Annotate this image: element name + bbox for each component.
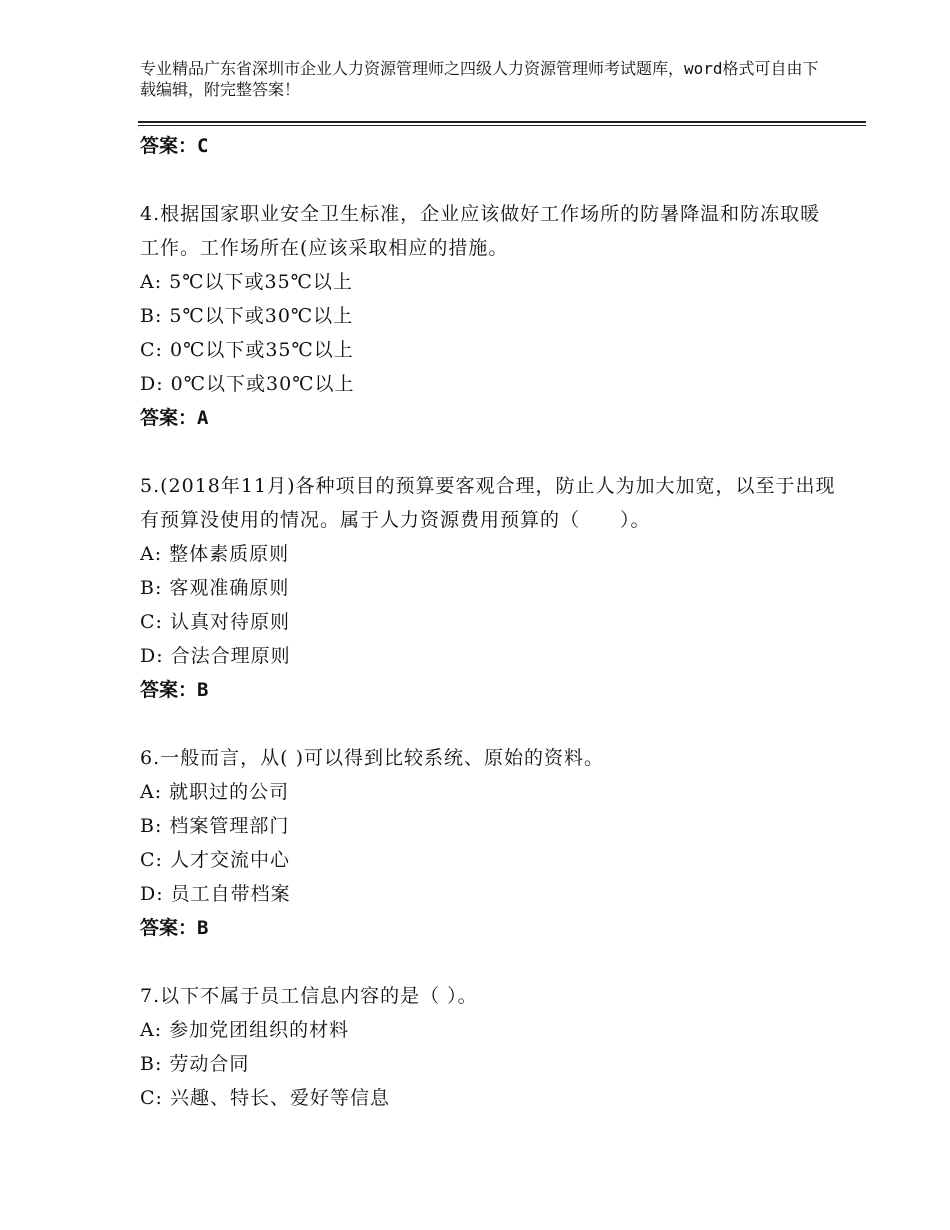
question-block xyxy=(140,469,840,707)
question-block xyxy=(140,741,840,945)
header-rule-thin xyxy=(138,125,866,126)
option-d: D: 员工自带档案 xyxy=(140,883,291,905)
option-c: C: 认真对待原则 xyxy=(140,611,290,633)
document-header: 专业精品广东省深圳市企业人力资源管理师之四级人力资源管理师考试题库，word格式可自由下载编辑，附完整答案！ xyxy=(140,59,819,99)
question-list xyxy=(140,129,840,1115)
option-a: A: 5℃以下或35℃以上 xyxy=(140,271,353,293)
option-a: A: 参加党团组织的材料 xyxy=(140,1019,350,1041)
answer-line: 答案：B xyxy=(140,917,209,939)
question-text: 4.根据国家职业安全卫生标准，企业应该做好工作场所的防暑降温和防冻取暖工作。工作场所在(应该采取相应的措施。 xyxy=(140,203,821,259)
option-a: A: 就职过的公司 xyxy=(140,781,290,803)
option-b: B: 客观准确原则 xyxy=(140,577,290,599)
answer-line: 答案：A xyxy=(140,407,209,429)
question-text: 6.一般而言，从( )可以得到比较系统、原始的资料。 xyxy=(140,747,604,769)
header-rule-thick xyxy=(138,121,866,123)
option-d: D: 合法合理原则 xyxy=(140,645,291,667)
option-b: B: 档案管理部门 xyxy=(140,815,290,837)
option-b: B: 5℃以下或30℃以上 xyxy=(140,305,354,327)
option-d: D: 0℃以下或30℃以上 xyxy=(140,373,355,395)
option-b: B: 劳动合同 xyxy=(140,1053,250,1075)
option-a: A: 整体素质原则 xyxy=(140,543,290,565)
answer-line: 答案：C xyxy=(140,135,209,157)
option-c: C: 兴趣、特长、爱好等信息 xyxy=(140,1087,390,1109)
option-c: C: 0℃以下或35℃以上 xyxy=(140,339,354,361)
question-text: 7.以下不属于员工信息内容的是（ ）。 xyxy=(140,985,478,1007)
answer-line: 答案：B xyxy=(140,679,209,701)
question-block xyxy=(140,979,840,1115)
question-text: 5.(2018年11月)各种项目的预算要客观合理，防止人为加大加宽，以至于出现有预算没使用的情况。属于人力资源费用预算的（ ）。 xyxy=(140,475,836,531)
option-c: C: 人才交流中心 xyxy=(140,849,290,871)
question-block xyxy=(140,197,840,435)
